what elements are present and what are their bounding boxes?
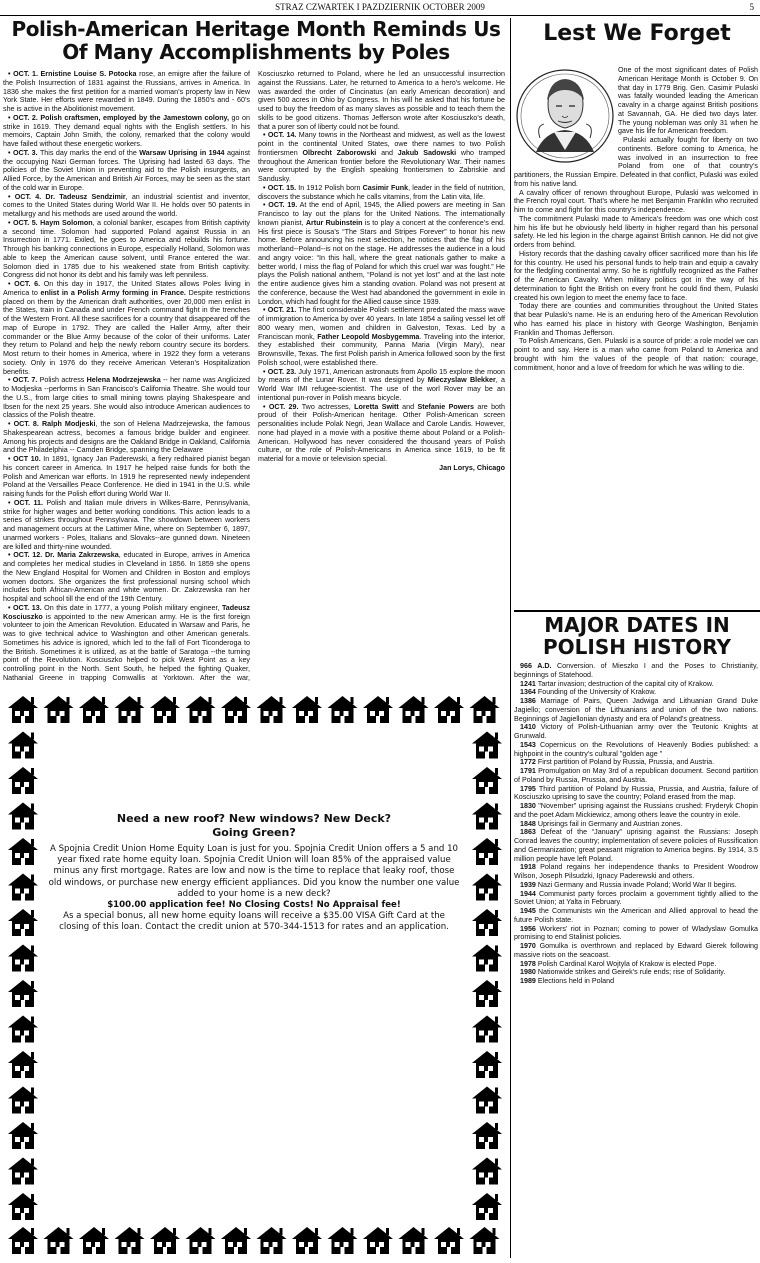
- date-text: Polish Cardinal Karol Wojtyla of Krakow is elected Pope.: [535, 959, 717, 968]
- house-icon: [8, 803, 38, 830]
- date-entry: [514, 767, 758, 785]
- text-run: , a World War IMI refugee-scientist. The use of the worl Rover may be an intentional pun-rover in Polish means bicycle.: [258, 376, 505, 402]
- lest-we-forget-title: Lest We Forget: [543, 21, 731, 46]
- house-icon: [8, 909, 38, 936]
- house-icon: [328, 696, 358, 723]
- house-icon: [8, 1051, 38, 1078]
- major-dates-title: [514, 614, 760, 658]
- house-icon: [472, 838, 502, 865]
- article-paragraph: [3, 499, 250, 552]
- text-run: Despite restrictions placed on them by the American draft authorities, over 20,000 men enlist in the States, train in Canada and under French command fight in the trenches of the Western Front. All these sacrifices for a country that disappeared off the map of Europe in 1792. They are called the Haller Army, after their commander or the Blue Army because of the color of their uniforms. Later they return to Poland and help the newly reborn country secure its borders. Most return to their homes in America, where in 1922 they form a veterans society. Only in 1976 do they receive American Veteran’s Hospitalization benefits.: [3, 288, 250, 376]
- date-text: First partition of Poland by Russia, Prussia, and Austria.: [535, 758, 715, 767]
- bold-run: Helena Modrzejewska: [86, 376, 161, 385]
- date-entry: [514, 977, 758, 986]
- house-icon: [8, 945, 38, 972]
- article-headline: Polish-American Heritage Month Reminds Us Of Many Accomplishments by Poles: [11, 17, 501, 64]
- bold-run: • OCT. 15.: [263, 183, 297, 192]
- text-run: against the occupying Nazi German forces. The Uprising had lasted 63 days. The policies of the Soviet Union in preventing aid to the Polish insurgents, an Allied Force, by the American and British Air Forces, may be seen as the start of the cold war in Europe.: [3, 148, 251, 192]
- house-icon: [472, 874, 502, 901]
- date-year: 1863: [520, 828, 536, 837]
- ad-offer: $100.00 application fee! No Closing Costs! No Appraisal fee!: [107, 900, 401, 911]
- date-year: 1970: [520, 942, 536, 950]
- bold-run: • OCT. 1. Ernistine Louise S. Potocka: [8, 70, 137, 78]
- date-text: Third partition of Poland by Russia, Prussia, and Austria, failure of Kosciuszko uprising to save the country; Poland erased from the map.: [514, 784, 758, 802]
- house-icon: [150, 696, 180, 723]
- date-year: 1830: [520, 802, 536, 810]
- house-icon: [8, 1227, 38, 1254]
- house-icon: [472, 1122, 502, 1149]
- date-entry: [514, 820, 758, 829]
- date-entry: [514, 785, 758, 803]
- bold-run: • OCT. 19.: [263, 201, 298, 210]
- lest-we-forget-paragraph: Pulaski actually fought for liberty on two continents. Before coming to America, he was involved in an insurrection to free Poland from one of that country’s partitioners, the Russian Empire. Defeated in that conflict, Pulaski was exiled from his native land.: [514, 136, 758, 188]
- bold-run: • OCT. 8. Ralph Modjeski: [8, 420, 96, 428]
- lest-we-forget-paragraph: One of the most significant dates of Polish American Heritage Month is October 9. On that day in 1779 Brig. Gen. Casimir Pulaski was fatally wounded leading the American cavalry in a charge against British positions at Savannah, GA. He died two days later. The young nobleman was only 31 when he gave his life for American freedom.: [618, 66, 758, 136]
- article-paragraph: [3, 149, 250, 193]
- text-run: , the son of Helena Madrzejewska, the famous Shakespearean actress, becomes a famous bridge builder and engineer. Among his projects and designs are the Oakland Bridge in Oakland, California and the Philadelphia -- Camden Bridge, spanning the Delaware: [3, 420, 251, 455]
- house-icon: [8, 980, 38, 1007]
- house-icon: [150, 1227, 180, 1254]
- bold-run: • OCT 10.: [8, 455, 41, 463]
- date-entry: [514, 925, 758, 943]
- bold-run: • OCT. 21.: [263, 306, 297, 315]
- running-head-text: STRAZ CZWARTEK I PAZDZIERNIK OCTOBER 2009: [275, 2, 485, 12]
- house-icon: [79, 696, 109, 723]
- date-year: 1241: [520, 679, 536, 688]
- date-year: 1795: [520, 784, 536, 793]
- text-run: Two actresses,: [298, 402, 355, 411]
- house-icon: [8, 874, 38, 901]
- date-text: Elections held in Poland: [535, 977, 615, 985]
- ad-body-2: As a special bonus, all new home equity loans will receive a $35.00 VISA Gift Card at the closing of this loan. Contact the credit union at 570-344-1513 for rates and an application.: [59, 911, 449, 933]
- date-year: 1364: [520, 688, 536, 697]
- date-entry: [514, 890, 758, 908]
- house-icon: [8, 696, 38, 723]
- text-run: Many towns in the Northeast and midwest, as well as the lowest point in the continental United States, owe there names to two Polish frontiersmen: [258, 131, 505, 157]
- bold-run: Stefanie Powers: [417, 402, 474, 411]
- bold-run: Casimir Funk: [362, 183, 409, 192]
- house-icon: [8, 1087, 38, 1114]
- date-year: 1772: [520, 758, 536, 767]
- page-number: 5: [749, 2, 754, 12]
- article-paragraph: [3, 280, 250, 376]
- article-body: [3, 70, 505, 688]
- ad-headline-1: Need a new roof? New windows? New Deck?: [116, 812, 392, 825]
- house-icon: [186, 696, 216, 723]
- date-entry: [514, 828, 758, 863]
- text-run: who tramped throughout the American frontier before the Revolutionary War. Their names were corrupted by the English speaking frontiersmen to Zabriskie and Sandusky.: [258, 148, 505, 183]
- bold-run: Artur Rubinstein: [305, 218, 363, 227]
- date-text: Poland regains her independence thanks to President Woodrow Wilson, Joseph Pilsudzki, Ignacy Paderewski and others.: [514, 863, 758, 880]
- article-byline: Jan Lorys, Chicago: [439, 463, 505, 472]
- date-entry: [514, 662, 758, 680]
- text-run: . Traveling into the interior, they established their community, Panna Maria (Virgin Mary), near Brownsville, Texas. The first Polish parish in America followed soon by the first Polish school, were established there.: [258, 332, 505, 367]
- date-entry: [514, 688, 758, 697]
- house-icon: [115, 696, 145, 723]
- house-icon: [470, 1227, 500, 1254]
- house-icon: [472, 1016, 502, 1043]
- text-run: are both proud of their Polish-American heritage. Other Polish-American screen personalities include Polak Negri, Jean Wallace and Carole Landis. However, none had played in a movie with a positive theme about Poland or a Polish-American. Hollywood has never considered the thousand years of Polish culture, or the role of Polish-Americans in America since 1619, to be fit material for a movie or television special.: [258, 402, 505, 463]
- major-dates-title-line-2: POLISH HISTORY: [543, 635, 731, 659]
- house-icon: [472, 767, 502, 794]
- house-icon: [8, 732, 38, 759]
- bold-run: • OCT. 7.: [8, 376, 38, 385]
- bold-run: Tadeusz Kosciuszko: [3, 603, 250, 621]
- text-run: , an industrial scientist and inventor, comes to the United States during World War II. He holds over 50 patents in metallurgy and his methods are used around the world.: [3, 192, 251, 218]
- running-head: [0, 0, 760, 16]
- date-entry: [514, 723, 758, 741]
- house-icon: [434, 1227, 464, 1254]
- house-icon: [292, 1227, 322, 1254]
- lest-we-forget-paragraph: The commitment Pulaski made to America’s freedom was one which cost him his life but he obviously held liberty in higher regard than his personal safety. He led his legion in the charge against British cannon. He did not give orders from behind.: [514, 214, 758, 249]
- text-run: -- her name was Anglicized to Modjeska --performs in San Francisco’s California Theatre. She would tour the U.S., from large cities to small mining towns playing Shakespeare and Ibsen for the next 25 years. She would also introduce American audiences to classics of the Polish theatre.: [3, 376, 250, 420]
- house-icon: [363, 696, 393, 723]
- article-paragraph: [258, 201, 505, 306]
- date-entry: [514, 942, 758, 960]
- bold-run: Warsaw Uprising in 1944: [139, 148, 225, 157]
- article-paragraph: [258, 403, 505, 464]
- date-entry: [514, 881, 758, 890]
- date-year: 1956: [520, 924, 536, 933]
- date-entry: [514, 863, 758, 881]
- house-icon: [8, 1122, 38, 1149]
- date-text: Founding of the University of Krakow.: [535, 688, 657, 697]
- house-icon: [472, 1158, 502, 1185]
- text-run: At the end of April, 1945, the Allied powers are meeting in San Francisco to lay out the plans for the United Nations. The internationally known pianist,: [258, 201, 505, 227]
- ad-headline-2: Going Green?: [212, 825, 296, 839]
- house-icon: [472, 945, 502, 972]
- text-run: and: [398, 402, 418, 411]
- date-year: 1978: [520, 959, 536, 968]
- house-icon: [44, 1227, 74, 1254]
- column-divider: [510, 18, 511, 1258]
- date-text: Nationwide strikes and Geirek’s rule ends; rise of Solidarity.: [535, 968, 726, 977]
- house-icon: [472, 732, 502, 759]
- article-paragraph: [258, 368, 505, 403]
- house-icon: [399, 1227, 429, 1254]
- bold-run: • OCT. 3.: [8, 148, 38, 157]
- bold-run: • OCT. 12. Dr. Maria Zakrzewska: [8, 551, 119, 560]
- house-icon: [8, 838, 38, 865]
- text-run: On this day in 1917, the United States allows Poles living in America to: [3, 280, 251, 297]
- bold-run: Mieczyslaw Blekker: [427, 376, 496, 385]
- date-year: 1791: [520, 767, 536, 775]
- lest-we-forget-paragraph: History records that the dashing cavalry officer sacrificed more than his life for this country. He used his personal funds to help train and equip a cavalry for the fledgling continental army. So he is rightfully recognized as the Father of the American Cavalry. When military politics got in the way of his determination to fight the British on every front he could find them, Pulaski created his own legion to meet the enemy face to face.: [514, 249, 758, 302]
- text-run: , educated in Europe, arrives in America and completes her medical studies in Cleveland in 1856. In 1859 she opens the New England Hospital for Women and Children in Boston and employs women doctors. She organizes the first professional nursing school which includes both African-American and white women. Dr. Zakrzewska ran her hospital and school till the end of the 19th Century.: [3, 551, 250, 603]
- text-run: go on strike in 1619. They demand equal rights with the English settlers. In his memoirs, Captain John Smith, the colony, remarked that the colony would have failed without these energetic workers.: [3, 113, 250, 148]
- date-entry: [514, 968, 758, 977]
- date-entry: [514, 907, 758, 925]
- article-paragraph: [3, 376, 250, 420]
- text-run: The first considerable Polish settlement predated the mass wave of immigration to America by over 40 years. In late 1854 a sailing vessel let off 800 weary men, women and children in Galveston, Texas. Led by a Franciscan monk,: [258, 306, 505, 341]
- house-icon: [44, 696, 74, 723]
- ad-house-border: [4, 690, 506, 1260]
- date-entry: [514, 802, 758, 820]
- house-icon: [363, 1227, 393, 1254]
- major-dates-title-line-1: MAJOR DATES IN: [544, 613, 730, 637]
- house-icon: [8, 1158, 38, 1185]
- bold-run: • OCT. 23.: [263, 367, 297, 376]
- article-paragraph: [3, 551, 250, 604]
- house-icon: [221, 696, 251, 723]
- date-year: 1410: [520, 723, 536, 732]
- date-entry: [514, 741, 758, 759]
- house-icon: [8, 767, 38, 794]
- lest-we-forget-paragraph: A cavalry officer of renown throughout Europe, Pulaski was welcomed in the French royal court. That’s where he met Benjamin Franklin who recruited him to come and fight for this country’s independence.: [514, 188, 758, 214]
- article-paragraph: [3, 114, 250, 149]
- date-year: 1944: [520, 889, 536, 898]
- house-icon: [472, 1193, 502, 1220]
- date-text: Tartar invasion; destruction of the capital city of Krakow.: [535, 679, 714, 688]
- house-icon: [434, 696, 464, 723]
- bold-run: • OCT. 14.: [263, 131, 297, 140]
- house-icon: [472, 980, 502, 1007]
- date-year: 1918: [520, 863, 536, 872]
- article-paragraph: [3, 70, 250, 114]
- bold-run: Father Leopold Mosbygemma: [317, 332, 420, 341]
- date-year: 1386: [520, 697, 536, 705]
- date-text: Victory of Polish-Lithuanian army over the Teutonic Knights at Grunwald.: [514, 723, 758, 740]
- date-text: the Communists win the American and Allied approval to head the future Polish state.: [514, 907, 758, 924]
- text-run: Polish and Italian mule drivers in Wilkes-Barre, Pennsylvania, strike for higher wages and better working conditions. This action leads to a series of strikes throughout Pennsylvania. The showdown between workers and management occurs at the Lattimer Mine, where on September 6, 1897, unarmed workers - Poles, Italians and Slovaks--are gunned down. Nineteen are killed and thirty-nine wounded.: [3, 498, 250, 551]
- article-paragraph: [3, 193, 250, 219]
- house-icon: [257, 696, 287, 723]
- bold-run: Jakub Sadowski: [397, 148, 457, 157]
- house-icon: [472, 803, 502, 830]
- date-text: Communist party forces proclaim a government tightly allied to the Soviet Union; at Yalta in February.: [514, 889, 758, 907]
- bold-run: • OCT. 29.: [263, 402, 299, 411]
- house-icon: [221, 1227, 251, 1254]
- text-run: , a colonial banker, escapes from British captivity a second time. Solomon had supported Poland against Russia in an Insurrection in 1771. Exiled, he goes to America and rebuilds his fortune. Through his banking connections in Europe, especially Holland, Solomon was able to keep the American cause solvent, until France entered the war. Solomon died in 1785 due to his weakened state from British captivity. Congress did not honor its debt and his family was left penniless.: [3, 218, 250, 280]
- date-text: Marriage of Pairs, Queen Jadwiga and Lithuanian Grand Duke Jagiello; conversion of the Lithuanians and union of the two nations. Beginnings of Jagiellonian dynasty and era of Poland’s greatness.: [514, 697, 758, 723]
- text-run: In 1891, Ignacy Jan Paderewski, a fiery redhaired pianist began his concert career in America. In 1917 he helped raise funds for both the Polish and American war efforts. In 1919 he represented newly independent Poland at the Versailles Peace Conference. He died in 1941 in the U.S. while raising funds for the Polish effort during World War II.: [3, 455, 250, 498]
- house-icon: [257, 1227, 287, 1254]
- date-year: 1848: [520, 819, 536, 828]
- bold-run: • OCT. 4. Dr. Tadeusz Sendzimir: [8, 192, 126, 201]
- bold-run: Olbrecht Zaborowski: [302, 148, 377, 157]
- text-run: is appointed to the new American army. He is the first foreign volunteer to join the American Revolution. Educated in Warsaw and Paris, he was to give technical advice to Washington and other American generals. Sometimes his advice is ignored, which led to the fall of Fort Ticonderoga to the British. Sometimes it is utilized, as at the battle of Saratoga --the turning point of the Revolution. Kosciuszko helped to pick West Point as a key controlling point in the North. Sent South, he helped the fighting Quaker, Nathanial Greene in trapping Cornwallis at Yorktown. After the war, Kosciuszko returned to Poland, where he led an unsuccessful insurrection against the Russians. Later, he returned to America to a hero’s welcome. He was awarded the order of Cincinatus (an early American decoration) and given 500 acres in Ohio by Congress. In his will he asked that his fortune be used to buy the freedom of as many slaves as possible and to teach them the skills to be good citizens. Thomas Jefferson wrote after Kosciuszko’s death, that a purer son of liberty could not be found.: [3, 70, 505, 682]
- date-entry: [514, 758, 758, 767]
- major-dates-list: [514, 662, 758, 1260]
- article-paragraph: [3, 219, 250, 280]
- article-paragraph: [3, 455, 250, 499]
- pulaski-portrait: [514, 66, 616, 164]
- house-icon: [472, 1087, 502, 1114]
- date-year: 966 A.D.: [520, 662, 552, 670]
- house-icon: [79, 1227, 109, 1254]
- date-text: "November" uprising against the Russians crushed: Fryderyk Chopin and the poet Adam Mickiewicz, among others leave the country in exile.: [514, 802, 758, 819]
- bold-run: enlist in a Polish Army forming in France.: [40, 288, 186, 297]
- house-icon: [8, 1193, 38, 1220]
- date-entry: [514, 960, 758, 969]
- bold-run: • OCT. 2. Polish craftsmen, employed by the Jamestown colony,: [8, 113, 229, 122]
- date-text: Conversion. of Mieszko I and the Poses to Christianity, beginnings of Statehood.: [514, 662, 758, 679]
- text-run: This day marks the end of the: [37, 148, 140, 157]
- text-run: July 1971, American astronauts from Apollo 15 explore the moon by means of the Lunar Rover. It was designed by: [258, 367, 505, 385]
- date-text: Defeat of the “January” uprising against the Russians: Joseph Conrad leaves the country; implementation of severe policies of Russification and Germanization; great peasant migration to America begins. By 1914, 3.5 million people have left Poland.: [514, 828, 758, 863]
- bold-run: • OCT. 6.: [8, 280, 41, 288]
- date-text: Nazi Germany and Russia invade Poland; World War II begins.: [535, 880, 737, 889]
- text-run: rose, an emigre after the failure of the Polish Insurrection of 1831 against the Russians, arrives in America. In 1836 she makes the first petition for a married woman’s property law in New York State. Her efforts were rewarded in 1849. During the 1850’s and - 60’s she is active in the Abolitionist movement.: [3, 70, 250, 113]
- house-icon: [470, 696, 500, 723]
- house-icon: [328, 1227, 358, 1254]
- date-year: 1939: [520, 880, 536, 889]
- date-text: Copernicus on the Revolutions of Heavenly Bodies published: a highpoint in the country’s cultural "golden age ": [514, 740, 758, 758]
- house-icon: [472, 1051, 502, 1078]
- text-run: is to play a concert at the conference’s end. His first piece is Sousa’s “The Stars and Stripes Forever” to honor his new home. Before announcing his next selection, he notices that the flag of his motherland--Poland--is not on the stage. He addresses the audience in a loud and angry voice: “In this hall, where the great nationals gather to make a better world, I miss the flag of Poland for which this cruel war was fought.” He plays the Polish national anthem, “Poland is not yet lost” and at the last note the entire audience gives him a standing ovation. Poland was not present at the conference, because the West had abandoned the government in exile in London, which had fought for the Allied cause since 1939.: [258, 218, 505, 306]
- house-icon: [292, 696, 322, 723]
- date-entry: [514, 697, 758, 723]
- article-paragraph: [258, 131, 505, 184]
- house-icon: [472, 909, 502, 936]
- ad-text: [48, 812, 460, 934]
- date-text: Workers’ riot in Poznan; coming to power of Wladyslaw Gomulka promising to end Stalinist policies.: [514, 924, 758, 942]
- article-paragraph: [258, 306, 505, 367]
- date-year: 1980: [520, 968, 536, 977]
- date-entry: [514, 680, 758, 689]
- bold-run: • OCT. 13.: [8, 603, 42, 612]
- house-icon: [186, 1227, 216, 1254]
- text-run: , leader in the field of nutrition, discovers the substance which he calls vitamins, from the Latin vita, life.: [258, 183, 505, 201]
- date-year: 1945: [520, 907, 536, 915]
- house-icon: [399, 696, 429, 723]
- date-text: Gomulka is overthrown and replaced by Edward Gierek following massive riots on the seacoast.: [514, 942, 758, 959]
- text-run: In 1912 Polish born: [296, 183, 363, 192]
- date-text: Uprisings fail in Germany and Austrian zones.: [535, 819, 683, 828]
- bold-run: • OCT. 5. Haym Solomon: [8, 218, 93, 227]
- lest-we-forget-paragraph: To Polish Americans, Gen. Pulaski is a source of pride: a role model we can point to and say. Here is a man who came from Poland to America and brought with him the values of the people of that nation: courage, commitment, honor and a love of freedom for which he was willing to die.: [514, 337, 758, 372]
- date-year: 1989: [520, 977, 536, 985]
- credit-union-ad: [4, 690, 506, 1260]
- major-dates-rule: [514, 610, 760, 612]
- date-year: 1543: [520, 740, 536, 749]
- article-paragraph: [3, 420, 250, 455]
- text-run: Polish actress: [37, 376, 87, 385]
- lest-we-forget-paragraph: Today there are counties and communities throughout the United States that bear Pulaski’s name. He is an enduring hero of the American Revolution who has earned his place in history with George Washington, Benjamin Franklin and Thomas Jefferson.: [514, 302, 758, 337]
- bold-run: • OCT. 11.: [8, 498, 43, 507]
- text-run: On this date in 1777, a young Polish military engineer,: [41, 603, 222, 612]
- ad-body-1: A Spojnia Credit Union Home Equity Loan is just for you. Spojnia Credit Union offers a 5 and 10 year fixed rate home equity loan. Spojnia Credit Union will loan 85% of the appraised value minus any first mortgage. Rates are low and now is the time to replace that leaky roof, those old windows, or purchase new energy efficient appliances. Did you know the number one value added to your home is a new deck?: [48, 844, 460, 899]
- article-paragraph: [258, 184, 505, 202]
- date-text: Promulgation on May 3rd of a republican document. Second partition of Poland by Russia, Prussia, and Austria.: [514, 767, 758, 784]
- house-icon: [115, 1227, 145, 1254]
- bold-run: Loretta Switt: [354, 402, 399, 411]
- house-icon: [8, 1016, 38, 1043]
- text-run: and: [376, 148, 398, 157]
